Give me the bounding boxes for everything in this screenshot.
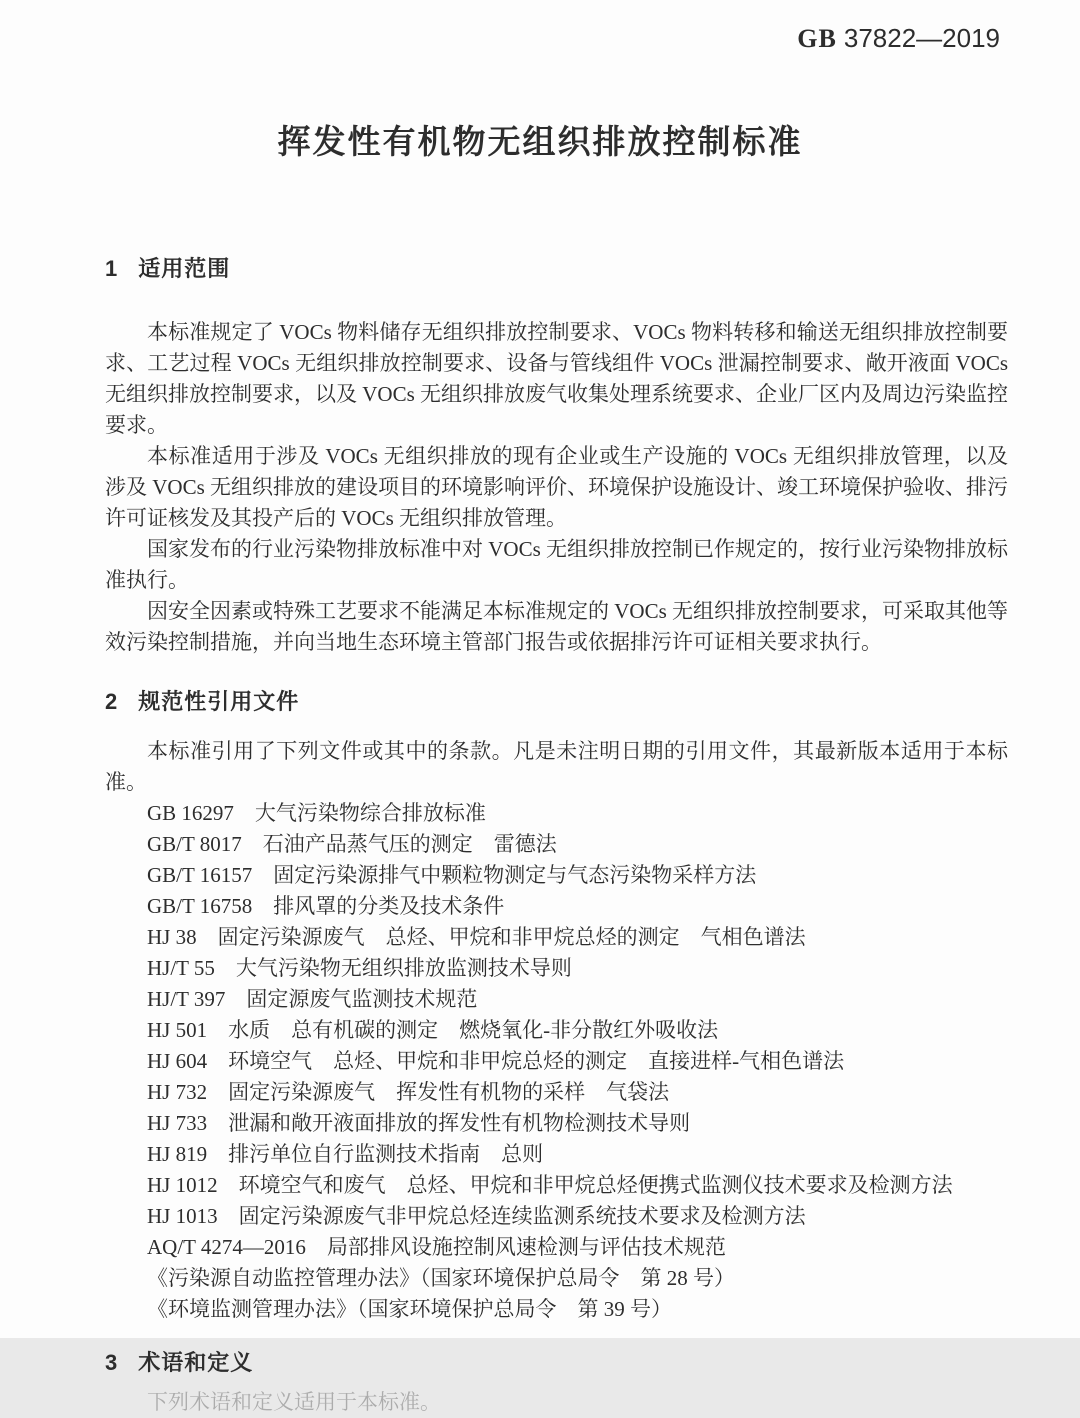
section-scope-title: 适用范围	[138, 256, 231, 281]
section-scope	[105, 253, 1008, 658]
references-intro: 本标准引用了下列文件或其中的条款。凡是未注明日期的引用文件，其最新版本适用于本标准。	[105, 739, 1008, 794]
section-scope-heading	[105, 253, 1008, 285]
reference-item: HJ 733 泄漏和敞开液面排放的挥发性有机物检测技术导则	[147, 1111, 691, 1135]
section-terms-number: 3	[105, 1350, 119, 1375]
reference-item: HJ 501 水质 总有机碳的测定 燃烧氧化-非分散红外吸收法	[147, 1018, 719, 1042]
scope-paragraph: 本标准适用于涉及 VOCs 无组织排放的现有企业或生产设施的 VOCs 无组织排放管理，以及涉及 VOCs 无组织排放的建设项目的环境影响评价、环境保护设施设计、竣工环境保护验收、排污许可证核发及其投产后的 VOCs 无组织排放管理。	[105, 444, 1009, 530]
reference-item: HJ 1013 固定污染源废气非甲烷总烃连续监测系统技术要求及检测方法	[147, 1204, 806, 1228]
standard-code-prefix: GB	[797, 24, 837, 53]
scope-paragraph: 因安全因素或特殊工艺要求不能满足本标准规定的 VOCs 无组织排放控制要求，可采取其他等效污染控制措施，并向当地生态环境主管部门报告或依据排污许可证相关要求执行。	[105, 599, 1009, 654]
document-title: 挥发性有机物无组织排放控制标准	[277, 123, 803, 160]
document-body	[0, 253, 1080, 1414]
reference-item: HJ 1012 环境空气和废气 总烃、甲烷和非甲烷总烃便携式监测仪技术要求及检测方法	[147, 1173, 953, 1197]
scope-paragraph: 本标准规定了 VOCs 物料储存无组织排放控制要求、VOCs 物料转移和输送无组织排放控制要求、工艺过程 VOCs 无组织排放控制要求、设备与管线组件 VOCs 泄漏控制要求、敞开液面 VOCs 无组织排放控制要求，以及 VOCs 无组织排放废气收集处理系统要求、企业厂区内及周边污染监控要求。	[105, 320, 1009, 437]
section-terms	[105, 1347, 1008, 1414]
reference-item: GB/T 16758 排风罩的分类及技术条件	[147, 894, 505, 918]
reference-item: HJ 819 排污单位自行监测技术指南 总则	[147, 1142, 544, 1166]
section-references-heading	[105, 686, 1008, 718]
reference-item: HJ 732 固定污染源废气 挥发性有机物的采样 气袋法	[147, 1080, 670, 1104]
scope-paragraph: 国家发布的行业污染物排放标准中对 VOCs 无组织排放控制已作规定的，按行业污染物排放标准执行。	[105, 537, 1009, 592]
reference-item: AQ/T 4274—2016 局部排风设施控制风速检测与评估技术规范	[147, 1235, 726, 1259]
reference-item: HJ/T 55 大气污染物无组织排放监测技术导则	[147, 956, 572, 980]
section-references-title: 规范性引用文件	[138, 689, 300, 714]
section-terms-heading	[105, 1347, 1008, 1379]
section-references	[105, 686, 1008, 1325]
reference-item: GB/T 8017 石油产品蒸气压的测定 雷德法	[147, 832, 557, 856]
standard-code	[0, 0, 1080, 55]
section-references-number: 2	[105, 689, 119, 714]
reference-item: GB/T 16157 固定污染源排气中颗粒物测定与气态污染物采样方法	[147, 863, 757, 887]
section-scope-number: 1	[105, 256, 119, 281]
reference-item: 《环境监测管理办法》（国家环境保护总局令 第 39 号）	[147, 1297, 672, 1321]
partial-line-text: 下列术语和定义适用于本标准。	[147, 1390, 441, 1414]
section-terms-title: 术语和定义	[138, 1350, 254, 1375]
standard-code-number: 37822—2019	[843, 23, 1000, 53]
reference-item: HJ/T 397 固定源废气监测技术规范	[147, 987, 478, 1011]
reference-item: HJ 604 环境空气 总烃、甲烷和非甲烷总烃的测定 直接进样-气相色谱法	[147, 1049, 845, 1073]
reference-item: 《污染源自动监控管理办法》（国家环境保护总局令 第 28 号）	[147, 1266, 735, 1290]
reference-list	[105, 798, 1008, 1325]
clipped-partial-text-line	[105, 1387, 1008, 1414]
reference-item: GB 16297 大气污染物综合排放标准	[147, 801, 486, 825]
reference-item: HJ 38 固定污染源废气 总烃、甲烷和非甲烷总烃的测定 气相色谱法	[147, 925, 806, 949]
